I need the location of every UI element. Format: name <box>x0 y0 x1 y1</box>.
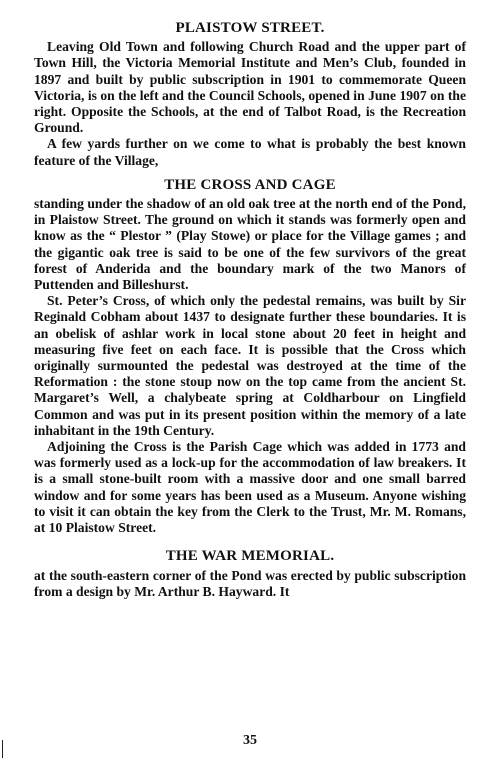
section-heading-war-memorial: THE WAR MEMORIAL. <box>165 548 335 565</box>
section-heading-cross-and-cage: THE CROSS AND CAGE <box>164 176 336 193</box>
paragraph: standing under the shadow of an old oak tree at the north end of the Pond, in Plaistow Street. The ground on which it stands was formerly open and know as the “ Plestor ” (Play Stowe) or place for the Village games ; and the gigantic oak tree is said to be one of the few survivors of the great forest of Anderida and the boundary mark of the two Manors of Puttenden and Billeshurst. <box>34 196 466 293</box>
page-text <box>34 20 466 600</box>
section-heading-plaistow-street: PLAISTOW STREET. <box>175 20 325 36</box>
paragraph: at the south-eastern corner of the Pond was erected by public subscription from a design by Mr. Arthur B. Hayward. It <box>34 567 466 599</box>
paragraph: Adjoining the Cross is the Parish Cage which was added in 1773 and was formerly used as a lock-up for the accommodation of law breakers. It is a small stone-built room with a massive door and one small barred window and for some years has been used as a Museum. Anyone wishing to visit it can obtain the key from the Clerk to the Trust, Mr. M. Romans, at 10 Plaistow Street. <box>34 439 466 536</box>
margin-mark <box>2 740 3 758</box>
page-number: 35 <box>243 733 257 748</box>
paragraph: A few yards further on we come to what is probably the best known feature of the Village, <box>34 136 466 168</box>
paragraph: Leaving Old Town and following Church Road and the upper part of Town Hill, the Victoria Memorial Institute and Men’s Club, founded in 1897 and built by public subscription in 1901 to commemorate Queen Victoria, is on the left and the Council Schools, opened in June 1907 on the right. Opposite the Schools, at the end of Talbot Road, is the Recreation Ground. <box>34 39 466 136</box>
paragraph: St. Peter’s Cross, of which only the pedestal remains, was built by Sir Reginald Cobham about 1437 to designate further these boundaries. It is an obelisk of ashlar work in local stone about 20 feet in height and measuring five feet on each face. It is possible that the Cross which originally surmounted the pedestal was destroyed at the time of the Reformation : the stone stoup now on the top came from the ancient St. Margaret’s Well, a chalybeate spring at Coldharbour on Lingfield Common and was put in its present position within the memory of a late inhabitant in the 19th Century. <box>34 293 466 438</box>
